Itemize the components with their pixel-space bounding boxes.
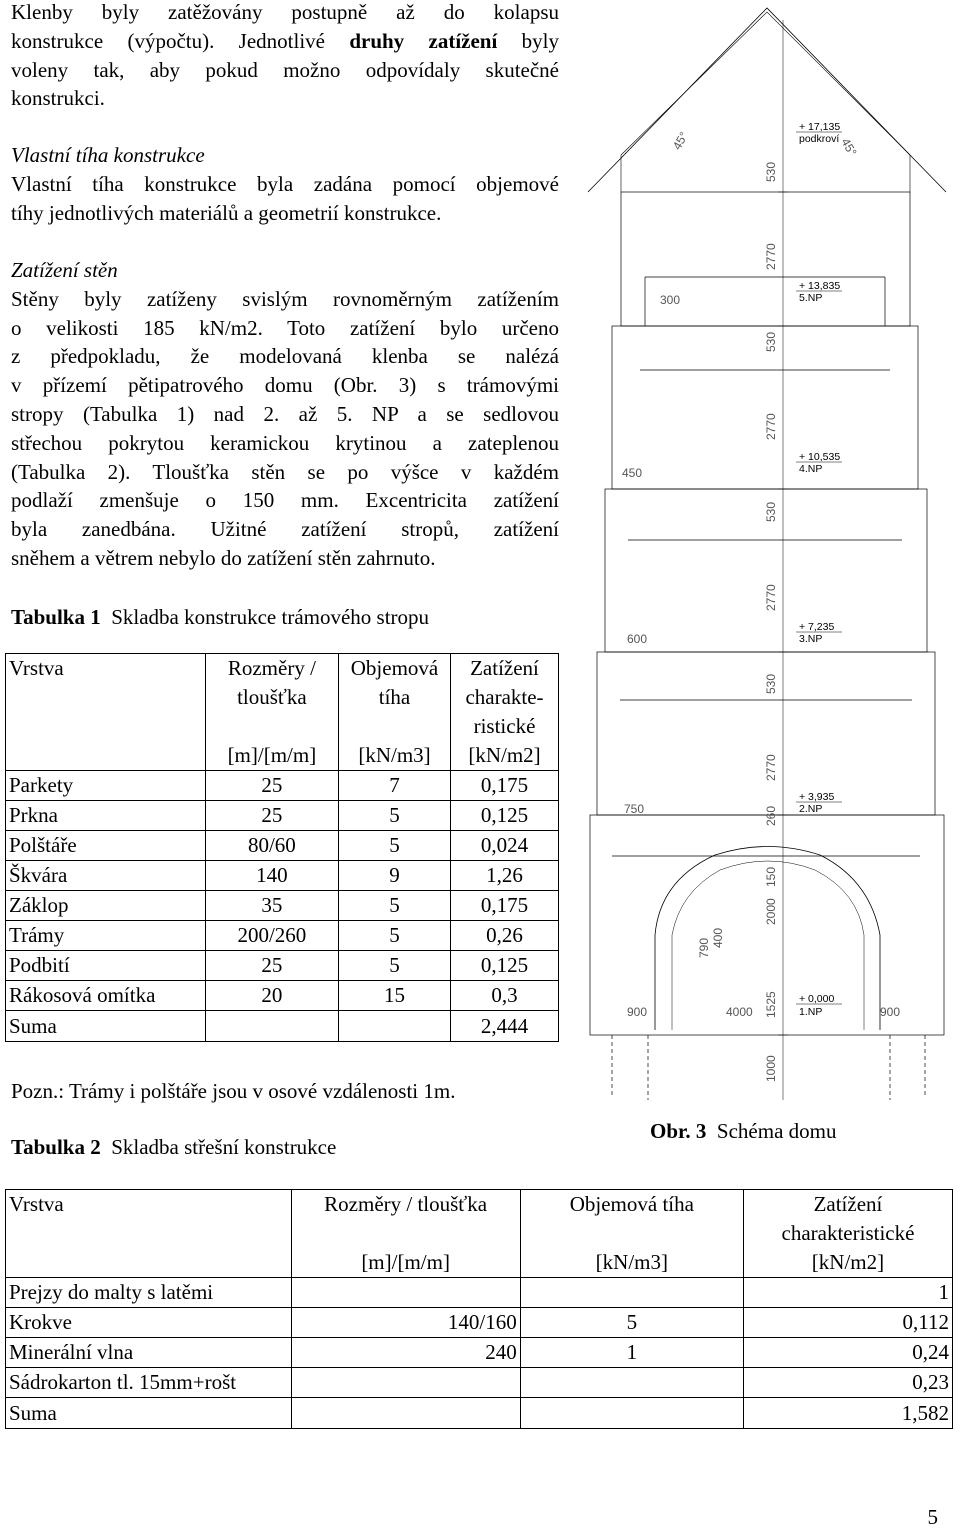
table-cell: Suma [6, 1011, 206, 1042]
table-cell: Suma [6, 1398, 292, 1429]
table-cell [520, 1368, 743, 1398]
table-cell: 1,582 [743, 1398, 952, 1429]
table-header-cell: Objemová tíha [339, 654, 451, 742]
table-cell: 1 [743, 1278, 952, 1308]
vertical-dim-label: 260 [764, 805, 778, 826]
table-cell: 5 [339, 831, 451, 861]
level-elevation: + 3,935 [799, 791, 835, 803]
wall-thickness-label: 600 [627, 632, 648, 646]
intro-line-3: voleny tak, aby pokud možno odpovídaly skutečné [11, 57, 559, 82]
page-number: 5 [927, 1505, 938, 1529]
intro-line-2: konstrukce (výpočtu). Jednotlivé druhy zatížení byly [11, 28, 559, 53]
table-units-cell: [m]/[m/m] [291, 1248, 520, 1278]
dimension-lines [778, 20, 788, 1100]
table-cell: 0,175 [451, 891, 559, 921]
table-sum-row [6, 1011, 559, 1042]
table-cell: 0,125 [451, 951, 559, 981]
self-weight-line-1: Vlastní tíha konstrukce byla zadána pomocí objemové [11, 171, 559, 196]
figure-caption-text: Schéma domu [716, 1119, 837, 1143]
table-cell: 140 [205, 861, 338, 891]
intro-paragraph [11, 0, 559, 113]
self-weight-heading: Vlastní tíha konstrukce [11, 143, 205, 167]
table-cell: 9 [339, 861, 451, 891]
table-cell: Prkna [6, 801, 206, 831]
vault-dim-label: 400 [711, 927, 725, 948]
table-row [6, 951, 559, 981]
wall-load-line: o velikosti 185 kN/m2. Toto zatížení bylo určeno [11, 315, 559, 340]
table-row [6, 1278, 953, 1308]
table-sum-row [6, 1398, 953, 1429]
table-cell: 25 [205, 771, 338, 801]
table-units-cell: [m]/[m/m] [205, 741, 338, 771]
level-elevation: + 7,235 [799, 621, 835, 633]
table-header-row [6, 1190, 953, 1249]
vertical-dim-label: 2770 [764, 754, 778, 781]
wall-load-line: sněhem a větrem nebylo do zatížení stěn zahrnuto. [11, 545, 436, 570]
level-elevation: + 10,535 [799, 451, 841, 463]
level-elevation: + 0,000 [799, 993, 835, 1005]
table-row [6, 771, 559, 801]
house-schematic [585, 0, 960, 1105]
table-cell: 1 [520, 1338, 743, 1368]
table-cell: Záklop [6, 891, 206, 921]
vertical-dim-label: 2770 [764, 243, 778, 270]
storey-outlines [590, 192, 944, 1100]
wall-load-line: v přízemí pětipatrového domu (Obr. 3) s trámovými [11, 373, 559, 398]
table1-note: Pozn.: Trámy i polštáře jsou v osové vzdálenosti 1m. [11, 1079, 456, 1103]
level-elevation: + 13,835 [799, 280, 841, 292]
table-cell: 140/160 [291, 1308, 520, 1338]
table-cell: Škvára [6, 861, 206, 891]
table-cell: Sádrokarton tl. 15mm+rošt [6, 1368, 292, 1398]
level-name: 3.NP [799, 633, 823, 645]
table-cell: 5 [339, 951, 451, 981]
wall-load-line: z předpokladu, že modelovaná klenba se nalézá [11, 344, 559, 369]
table-units-row [6, 1248, 953, 1278]
level-name: podkroví [799, 133, 840, 145]
table-cell: 5 [339, 801, 451, 831]
span-label: 4000 [726, 1005, 753, 1019]
level-name: 1.NP [799, 1006, 823, 1018]
table-cell [339, 1011, 451, 1042]
table-cell [291, 1398, 520, 1429]
table-cell: Prejzy do malty s latěmi [6, 1278, 292, 1308]
table-row [6, 831, 559, 861]
table-cell: Krokve [6, 1308, 292, 1338]
table2-caption [11, 1133, 336, 1161]
vertical-dim-label: 1525 [764, 991, 778, 1018]
table-cell [520, 1278, 743, 1308]
level-name: 4.NP [799, 463, 823, 475]
table-header-cell: Rozměry / tloušťka [205, 654, 338, 742]
table-cell: 1,26 [451, 861, 559, 891]
table-units-cell: [kN/m2] [451, 741, 559, 771]
figure-caption [650, 1117, 836, 1145]
table-cell: 25 [205, 801, 338, 831]
table-row [6, 861, 559, 891]
table-header-row [6, 654, 559, 742]
table-header-cell: Objemová tíha [520, 1190, 743, 1249]
vertical-dim-label: 2000 [764, 898, 778, 925]
table-cell: 0,24 [743, 1338, 952, 1368]
level-name: 5.NP [799, 292, 823, 304]
table-cell: Minerální vlna [6, 1338, 292, 1368]
level-name: 2.NP [799, 803, 823, 815]
table-cell: 5 [339, 921, 451, 951]
table-header-cell: Zatížení charakteristické [743, 1190, 952, 1249]
vertical-dim-label: 2770 [764, 584, 778, 611]
table-cell: 0,112 [743, 1308, 952, 1338]
table-units-cell: [kN/m2] [743, 1248, 952, 1278]
wall-thickness-label: 750 [624, 802, 645, 816]
table-cell: Parkety [6, 771, 206, 801]
roof-angle-label: 45° [669, 129, 692, 153]
vertical-dim-label: 1000 [764, 1055, 778, 1082]
table-cell [291, 1278, 520, 1308]
table-cell: 0,125 [451, 801, 559, 831]
table-cell: 0,024 [451, 831, 559, 861]
table-row [6, 921, 559, 951]
table-cell: Polštáře [6, 831, 206, 861]
wall-load-line: střechou pokrytou keramickou krytinou a zateplenou [11, 430, 559, 455]
wall-load-line: Stěny byly zatíženy svislým rovnoměrným zatížením [11, 286, 559, 311]
table-cell: 5 [339, 891, 451, 921]
wall-load-line: stropy (Tabulka 1) nad 2. až 5. NP a se sedlovou [11, 401, 559, 426]
table-cell: Trámy [6, 921, 206, 951]
wall-load-section [11, 256, 559, 573]
intro-line-4: konstrukci. [11, 86, 105, 111]
table-row [6, 981, 559, 1011]
self-weight-line-2: tíhy jednotlivých materiálů a geometrií konstrukce. [11, 200, 442, 225]
self-weight-section [11, 141, 559, 227]
table-cell: Rákosová omítka [6, 981, 206, 1011]
table-cell [291, 1368, 520, 1398]
wall-thickness-label: 900 [880, 1005, 901, 1019]
table1-caption-label: Tabulka 1 [11, 605, 101, 629]
vertical-dim-label: 530 [764, 161, 778, 182]
table1-caption-text: Skladba konstrukce trámového stropu [111, 605, 430, 629]
table-cell [520, 1398, 743, 1429]
table-units-cell [6, 741, 206, 771]
table-cell [205, 1011, 338, 1042]
table-cell: 5 [520, 1308, 743, 1338]
table-cell: 0,23 [743, 1368, 952, 1398]
table-cell: 240 [291, 1338, 520, 1368]
vertical-dim-label: 530 [764, 501, 778, 522]
table-cell: 35 [205, 891, 338, 921]
wall-thickness-label: 900 [627, 1005, 648, 1019]
load-types-bold: druhy zatížení [349, 28, 498, 53]
figure-caption-label: Obr. 3 [650, 1119, 707, 1143]
table-cell: Podbití [6, 951, 206, 981]
wall-thickness-label: 300 [660, 293, 681, 307]
table2 [5, 1189, 953, 1429]
table-row [6, 1308, 953, 1338]
table-cell: 0,175 [451, 771, 559, 801]
level-elevation: + 17,135 [799, 121, 841, 133]
table2-caption-label: Tabulka 2 [11, 1135, 101, 1159]
table-row [6, 1368, 953, 1398]
level-markers [796, 132, 842, 1004]
table2-caption-text: Skladba střešní konstrukce [111, 1135, 337, 1159]
table-row [6, 801, 559, 831]
table-cell: 25 [205, 951, 338, 981]
roof-angle-label: 45° [838, 135, 860, 159]
wall-load-line: byla zanedbána. Užitné zatížení stropů, zatížení [11, 517, 559, 542]
table-units-cell [6, 1248, 292, 1278]
table1 [5, 653, 559, 1042]
table-cell: 20 [205, 981, 338, 1011]
table-header-cell: Vrstva [6, 1190, 292, 1249]
table-cell: 15 [339, 981, 451, 1011]
table-header-cell: Zatížení charakte- ristické [451, 654, 559, 742]
wall-load-heading: Zatížení stěn [11, 258, 118, 282]
table-cell: 0,3 [451, 981, 559, 1011]
table-units-row [6, 741, 559, 771]
table-header-cell: Rozměry / tloušťka [291, 1190, 520, 1249]
table-units-cell: [kN/m3] [520, 1248, 743, 1278]
table1-caption [11, 603, 429, 631]
table-cell: 200/260 [205, 921, 338, 951]
vertical-dim-label: 530 [764, 673, 778, 694]
table-units-cell: [kN/m3] [339, 741, 451, 771]
wall-load-line: podlaží zmenšuje o 150 mm. Excentricita zatížení [11, 488, 559, 513]
wall-thickness-label: 450 [622, 466, 643, 480]
table-cell: 2,444 [451, 1011, 559, 1042]
table-row [6, 891, 559, 921]
wall-load-line: (Tabulka 2). Tloušťka stěn se po výšce v každém [11, 459, 559, 484]
table-cell: 0,26 [451, 921, 559, 951]
table-header-cell: Vrstva [6, 654, 206, 742]
table-cell: 7 [339, 771, 451, 801]
table-row [6, 1338, 953, 1368]
vertical-dim-label: 2770 [764, 413, 778, 440]
vertical-dim-label: 530 [764, 331, 778, 352]
intro-line-1: Klenby byly zatěžovány postupně až do kolapsu [11, 0, 559, 24]
vertical-dim-label: 150 [764, 866, 778, 887]
vault-dim-label: 790 [697, 937, 711, 958]
table-cell: 80/60 [205, 831, 338, 861]
